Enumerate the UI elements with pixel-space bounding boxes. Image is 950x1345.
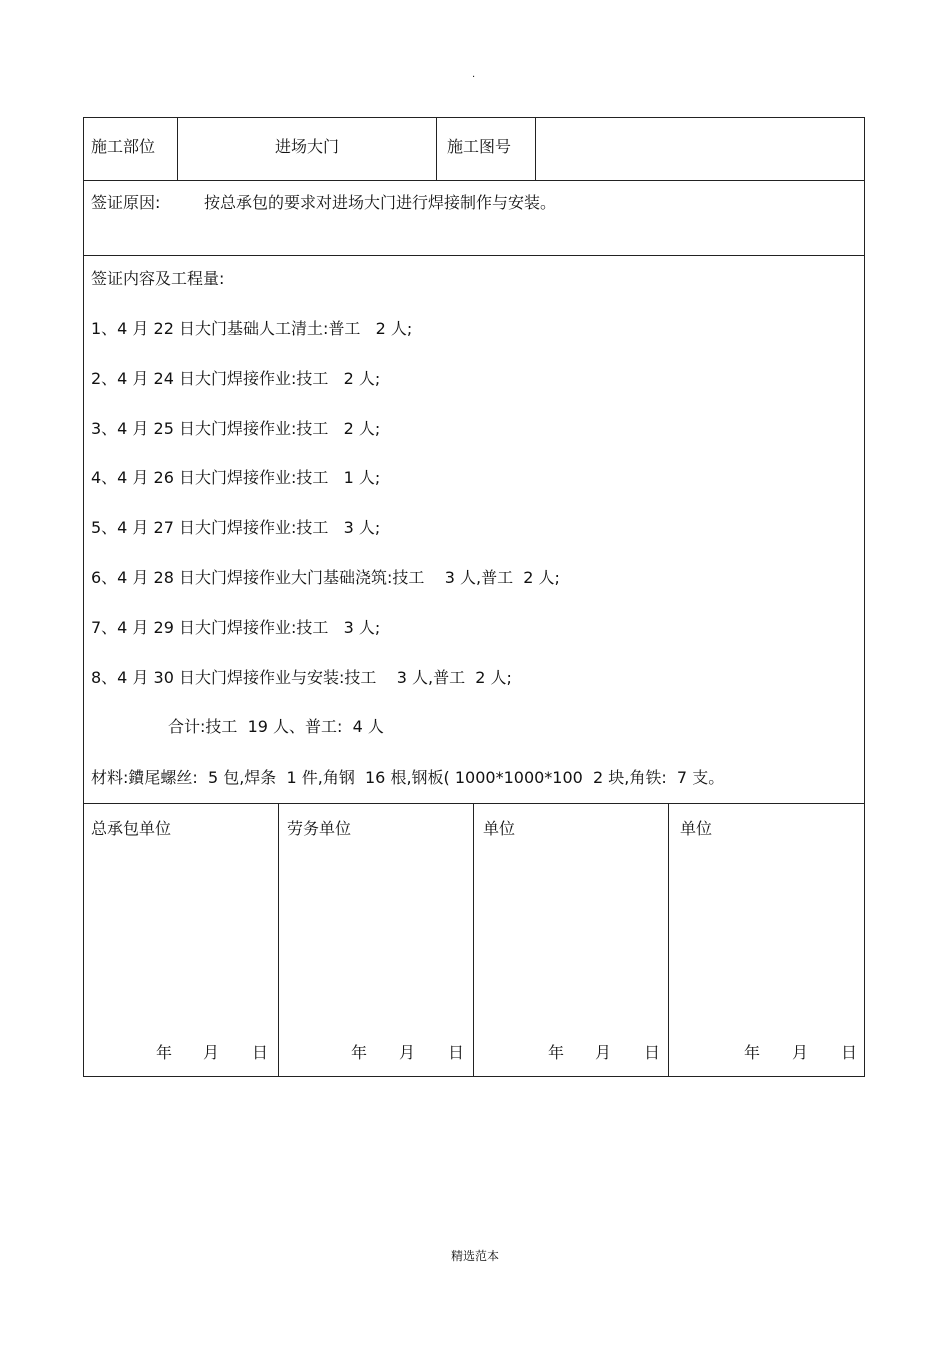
row1-divider-c: [535, 117, 536, 181]
table-border-right: [864, 117, 865, 1077]
table-border-top: [83, 117, 865, 118]
content-item: 1、4 月 22 日大门基础人工清土:普工 2 人;: [91, 319, 413, 338]
sign-year: 年: [548, 1043, 565, 1062]
sign-label-unit-3: 单位: [483, 819, 516, 838]
content-item: 6、4 月 28 日大门焊接作业大门基础浇筑:技工 3 人,普工 2 人;: [91, 568, 560, 587]
row-divider-3: [83, 803, 865, 804]
location-label: 施工部位: [91, 137, 156, 156]
sign-year: 年: [156, 1043, 173, 1062]
page-footer: 精选范本: [450, 1249, 499, 1263]
content-item: 3、4 月 25 日大门焊接作业:技工 2 人;: [91, 419, 381, 438]
sign-day: 日: [252, 1043, 269, 1062]
sign-month: 月: [595, 1043, 612, 1062]
sign-year: 年: [351, 1043, 368, 1062]
sign-divider-c: [668, 803, 669, 1077]
drawing-label: 施工图号: [447, 137, 512, 156]
sign-day: 日: [644, 1043, 661, 1062]
reason-label: 签证原因:: [91, 193, 161, 212]
reason-text: 按总承包的要求对进场大门进行焊接制作与安装。: [204, 193, 557, 212]
location-value: 进场大门: [274, 137, 339, 156]
content-item: 4、4 月 26 日大门焊接作业:技工 1 人;: [91, 468, 381, 487]
content-item: 7、4 月 29 日大门焊接作业:技工 3 人;: [91, 618, 381, 637]
content-item: 8、4 月 30 日大门焊接作业与安装:技工 3 人,普工 2 人;: [91, 668, 512, 687]
visa-form-table: [83, 117, 865, 1077]
sign-month: 月: [203, 1043, 220, 1062]
content-item: 2、4 月 24 日大门焊接作业:技工 2 人;: [91, 369, 381, 388]
sign-label-unit-4: 单位: [680, 819, 713, 838]
table-border-bottom: [83, 1076, 865, 1077]
sign-divider-a: [278, 803, 279, 1077]
table-border-left: [83, 117, 84, 1077]
content-materials: 材料:鐨尾螺丝: 5 包,焊条 1 件,角钢 16 根,钢板( 1000*1000*100 2 块,角铁: 7 支。: [91, 768, 725, 787]
sign-day: 日: [841, 1043, 858, 1062]
sign-year: 年: [744, 1043, 761, 1062]
sign-label-general-contractor: 总承包单位: [91, 819, 172, 838]
header-mark: .: [472, 69, 476, 80]
content-title: 签证内容及工程量:: [91, 269, 225, 288]
sign-month: 月: [399, 1043, 416, 1062]
content-total: 合计:技工 19 人、普工: 4 人: [168, 717, 384, 736]
sign-label-labor-unit: 劳务单位: [287, 819, 352, 838]
content-item: 5、4 月 27 日大门焊接作业:技工 3 人;: [91, 518, 381, 537]
sign-divider-b: [473, 803, 474, 1077]
row-divider-2: [83, 255, 865, 256]
sign-day: 日: [448, 1043, 465, 1062]
row-divider-1: [83, 180, 865, 181]
sign-month: 月: [792, 1043, 809, 1062]
